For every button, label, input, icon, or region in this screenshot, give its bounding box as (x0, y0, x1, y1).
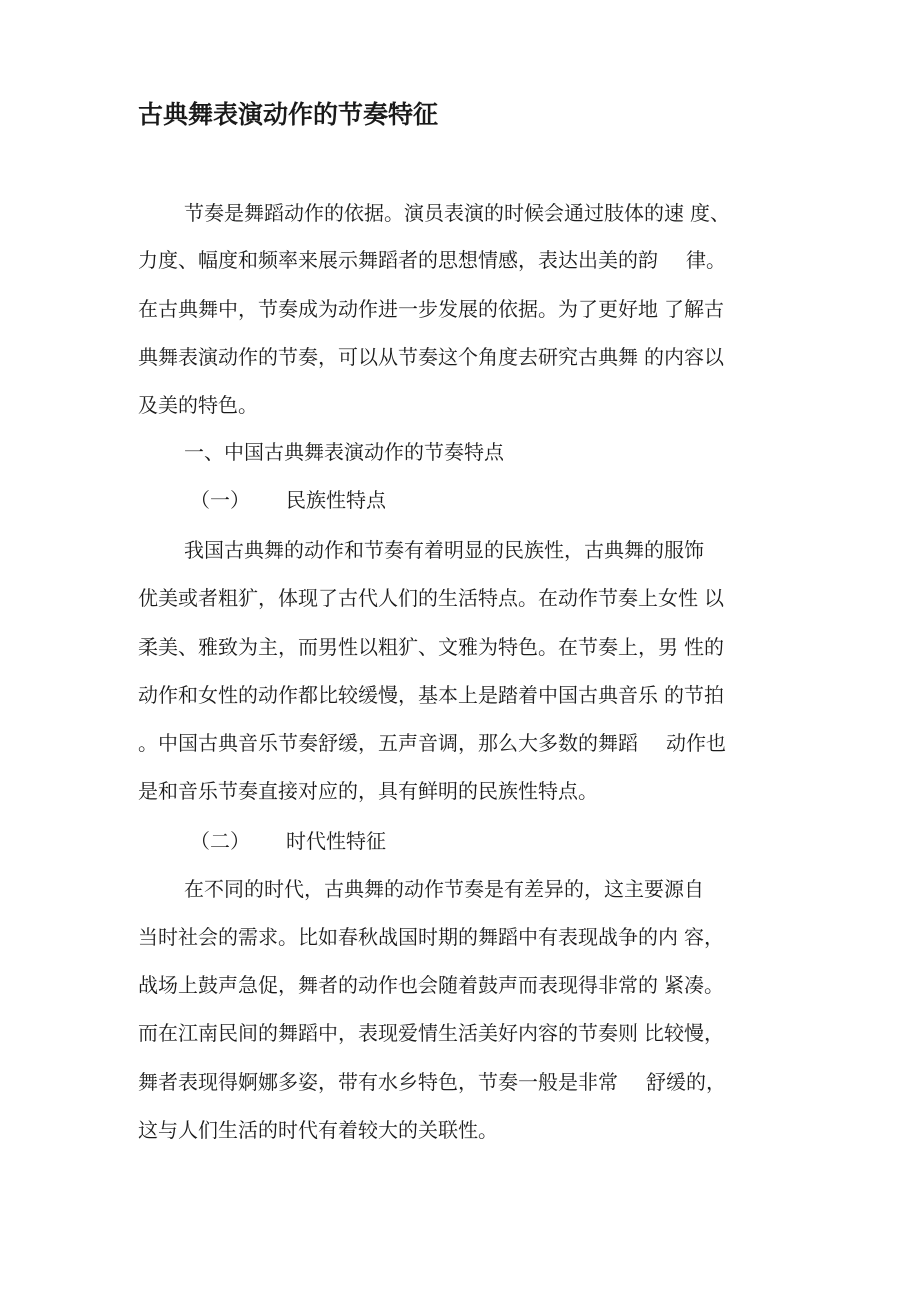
subsection-number: （二） (190, 829, 250, 853)
intro-line-4 (138, 342, 724, 372)
text-span: 优美或者粗犷，体现了古代人们的生活特点。在动作节奏上女性 (138, 586, 698, 610)
document-title: 古典舞表演动作的节奏特征 (138, 100, 439, 129)
sub2-line-3 (138, 970, 724, 1000)
subsection-label: 民族性特点 (286, 488, 386, 512)
text-span: 而在江南民间的舞蹈中，表现爱情生活美好内容的节奏则 (138, 1021, 638, 1045)
sub2-line-4 (138, 1018, 724, 1048)
text-span: 动作也 (666, 731, 726, 755)
intro-line-5: 及美的特色。 (138, 393, 258, 417)
text-span: 当时社会的需求。比如春秋战国时期的舞蹈中有表现战争的内 (138, 925, 678, 949)
text-span: 。中国古典音乐节奏舒缓，五声音调，那么大多数的舞蹈 (138, 731, 638, 755)
text-span: 战场上鼓声急促，舞者的动作也会随着鼓声而表现得非常的 (138, 973, 658, 997)
section-heading: 一、中国古典舞表演动作的节奏特点 (184, 440, 504, 464)
text-span: 动作和女性的动作都比较缓慢，基本上是踏着中国古典音乐 (138, 683, 658, 707)
text-span: 以 (704, 586, 724, 610)
text-span: 律。 (686, 248, 726, 272)
subsection-number: （一） (190, 488, 250, 512)
text-span: 柔美、雅致为主，而男性以粗犷、文雅为特色。在节奏上，男 (138, 635, 678, 659)
text-span: 力度、幅度和频率来展示舞蹈者的思想情感，表达出美的韵 (138, 248, 658, 272)
text-span: 比较慢， (644, 1021, 724, 1045)
text-span: 的节拍 (664, 683, 724, 707)
text-span: 度、 (690, 201, 730, 225)
text-span: 的内容以 (644, 345, 724, 369)
sub1-line-2 (138, 583, 724, 613)
intro-line-1 (184, 198, 730, 228)
text-span: 舞者表现得婀娜多姿，带有水乡特色，节奏一般是非常 (138, 1070, 618, 1094)
text-span: 在古典舞中，节奏成为动作进一步发展的依据。为了更好地 (138, 297, 658, 321)
intro-line-2 (138, 245, 726, 275)
sub1-line-6: 是和音乐节奏直接对应的，具有鲜明的民族性特点。 (138, 779, 598, 803)
sub1-line-3 (138, 632, 724, 662)
text-span: 舒缓的， (646, 1070, 726, 1094)
subsection-2-heading (190, 826, 386, 856)
sub2-line-2 (138, 922, 724, 952)
sub2-line-6: 这与人们生活的时代有着较大的关联性。 (138, 1118, 498, 1142)
text-span: 紧凑。 (664, 973, 724, 997)
text-span: 典舞表演动作的节奏，可以从节奏这个角度去研究古典舞 (138, 345, 638, 369)
sub2-line-1: 在不同的时代，古典舞的动作节奏是有差异的，这主要源自 (184, 877, 704, 901)
sub1-line-1: 我国古典舞的动作和节奏有着明显的民族性，古典舞的服饰 (184, 538, 704, 562)
text-span: 容， (684, 925, 724, 949)
intro-line-3 (138, 294, 724, 324)
subsection-1-heading (190, 485, 386, 515)
subsection-label: 时代性特征 (286, 829, 386, 853)
sub1-line-4 (138, 680, 724, 710)
text-span: 了解古 (664, 297, 724, 321)
sub2-line-5 (138, 1067, 726, 1097)
text-span: 性的 (684, 635, 724, 659)
text-span: 节奏是舞蹈动作的依据。演员表演的时候会通过肢体的速 (184, 201, 684, 225)
sub1-line-5 (138, 728, 726, 758)
